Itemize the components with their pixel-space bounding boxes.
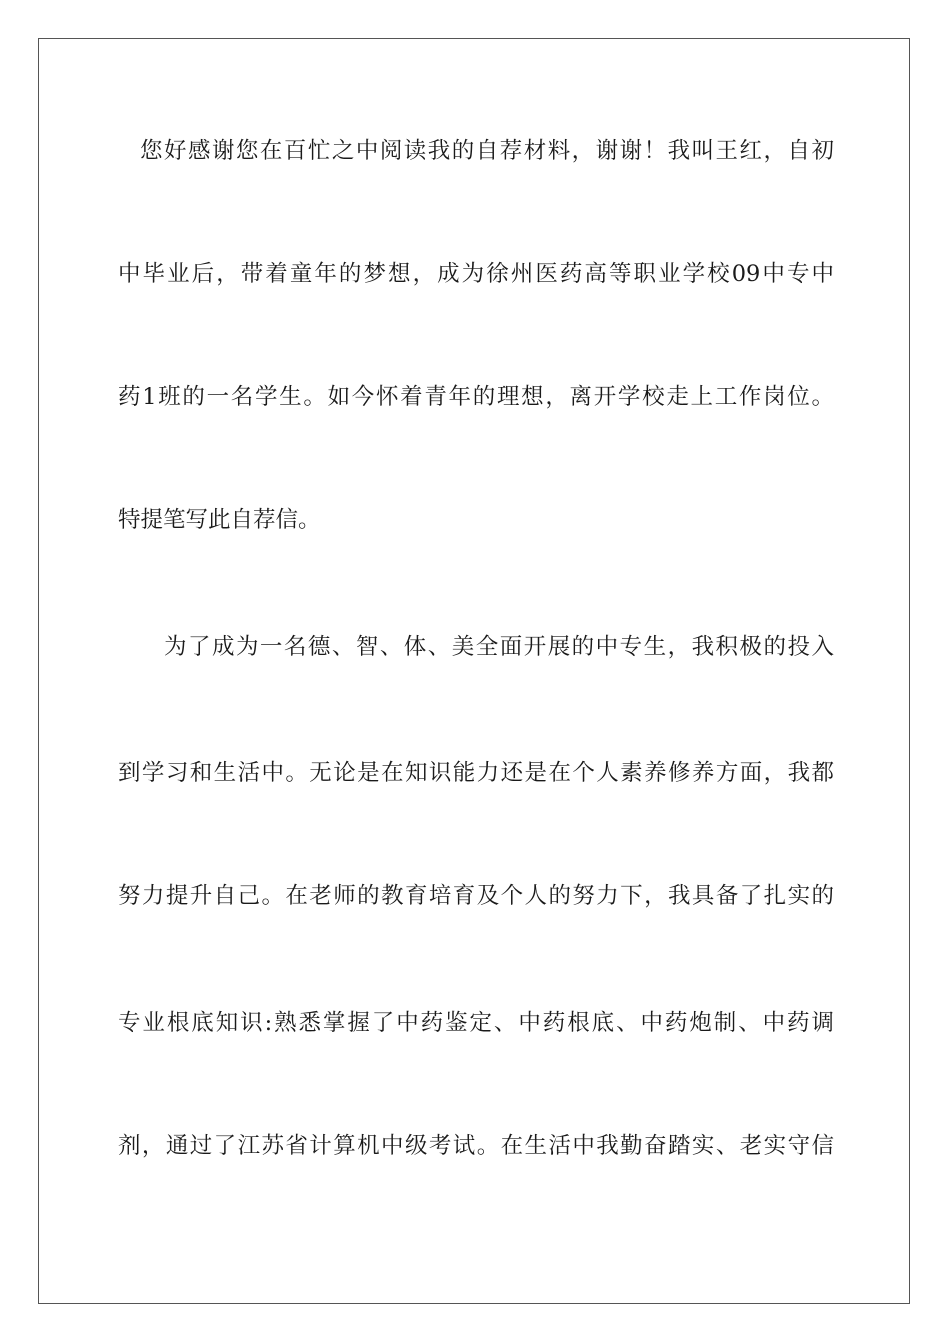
page-frame <box>38 38 910 1304</box>
paragraph-2-line-1: 为了成为一名德、智、体、美全面开展的中专生，我积极的投入 <box>164 634 834 660</box>
paragraph-2-line-5: 剂，通过了江苏省计算机中级考试。在生活中我勤奋踏实、老实守信 <box>118 1133 834 1159</box>
paragraph-1-line-2: 中毕业后，带着童年的梦想，成为徐州医药高等职业学校09中专中 <box>118 261 834 287</box>
paragraph-1-line-4: 特提笔写此自荐信。 <box>118 507 321 533</box>
paragraph-2-line-3: 努力提升自己。在老师的教育培育及个人的努力下，我具备了扎实的 <box>118 883 834 909</box>
paragraph-1-line-3: 药1班的一名学生。如今怀着青年的理想，离开学校走上工作岗位。 <box>118 384 834 410</box>
paragraph-2-line-4: 专业根底知识:熟悉掌握了中药鉴定、中药根底、中药炮制、中药调 <box>118 1010 834 1036</box>
paragraph-2-line-2: 到学习和生活中。无论是在知识能力还是在个人素养修养方面，我都 <box>118 760 834 786</box>
paragraph-1-line-1: 您好感谢您在百忙之中阅读我的自荐材料，谢谢！我叫王红，自初 <box>140 138 834 164</box>
